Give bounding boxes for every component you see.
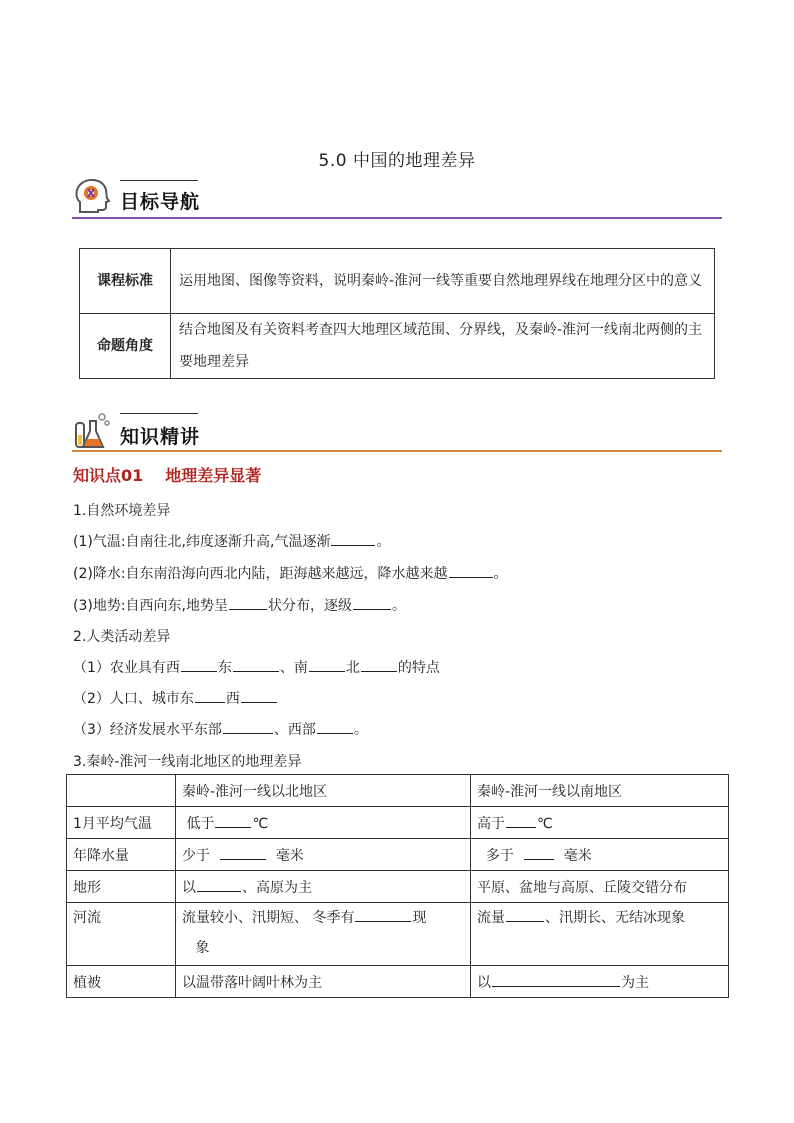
lab-flask-icon — [72, 411, 112, 451]
text: 北 — [345, 660, 360, 676]
fill-blank[interactable] — [241, 688, 277, 703]
text: 。 — [353, 722, 368, 738]
text: 毫米 — [275, 847, 304, 864]
fill-blank[interactable] — [524, 845, 554, 860]
table-cell — [471, 966, 729, 998]
line-economy — [73, 719, 368, 739]
fill-blank[interactable] — [317, 719, 353, 734]
line-terrain — [73, 595, 406, 615]
text: （3）经济发展水平东部 — [73, 722, 222, 738]
text: 以 — [477, 974, 491, 991]
goal-row-text: 结合地图及有关资料考查四大地理区域范围、分界线，及秦岭-淮河一线南北两侧的主要地理差异 — [171, 314, 715, 379]
table-row — [67, 839, 729, 871]
text: 象 — [195, 940, 210, 956]
line-population — [73, 688, 278, 708]
text: 多于 — [485, 847, 514, 864]
table-row — [67, 903, 729, 966]
row-label: 地形 — [67, 871, 176, 903]
table-cell: 以温带落叶阔叶林为主 — [176, 966, 471, 998]
table-cell — [176, 807, 471, 839]
fill-blank[interactable] — [506, 813, 536, 828]
goal-row-head: 命题角度 — [80, 314, 171, 379]
line-precipitation — [73, 563, 508, 583]
heading-natural-env: 1.自然环境差异 — [73, 503, 171, 519]
section-knowledge-rule — [72, 450, 722, 452]
text: 流量较小、汛期短、 冬季有 — [182, 910, 355, 926]
fill-blank[interactable] — [220, 845, 266, 860]
goal-table — [79, 248, 715, 379]
text: 高于 — [477, 815, 505, 832]
fill-blank[interactable] — [197, 877, 241, 892]
row-label: 植被 — [67, 966, 176, 998]
goal-row-head: 课程标准 — [80, 249, 171, 314]
text: 低于 — [186, 815, 215, 832]
fill-blank[interactable] — [506, 907, 544, 922]
table-row — [80, 314, 715, 379]
table-row — [80, 249, 715, 314]
section-goal-header — [72, 172, 722, 220]
text: (3)地势:自西向东,地势呈 — [73, 598, 228, 614]
head-gear-icon — [72, 176, 112, 216]
goal-row-text: 运用地图、图像等资料，说明秦岭-淮河一线等重要自然地理界线在地理分区中的意义 — [171, 249, 715, 314]
text: (2)降水:自东南沿海向西北内陆，距海越来越远，降水越来越 — [73, 566, 448, 582]
section-knowledge-header — [72, 405, 722, 453]
table-row — [67, 871, 729, 903]
text: 以 — [182, 879, 196, 896]
page-title: 5.0 中国的地理差异 — [318, 151, 476, 171]
section-knowledge-topline — [120, 413, 198, 414]
text: 。 — [392, 598, 406, 614]
table-row — [67, 775, 729, 807]
fill-blank[interactable] — [223, 719, 273, 734]
text: 西 — [225, 691, 240, 707]
fill-blank[interactable] — [233, 657, 279, 672]
knowledge-point-title — [73, 463, 261, 486]
text: 、西部 — [273, 722, 316, 738]
section-knowledge-label: 知识精讲 — [120, 426, 201, 448]
fill-blank[interactable] — [309, 657, 345, 672]
heading-human-activity: 2.人类活动差异 — [73, 629, 171, 645]
text: 流量 — [477, 910, 505, 926]
knowledge-point-index: 知识点01 — [73, 466, 144, 485]
table-row — [67, 966, 729, 998]
text: ℃ — [252, 815, 269, 832]
fill-blank[interactable] — [181, 657, 217, 672]
heading-qinling-diff: 3.秦岭-淮河一线南北地区的地理差异 — [73, 754, 302, 770]
table-cell — [471, 807, 729, 839]
section-goal-label: 目标导航 — [120, 191, 201, 213]
table-cell — [67, 775, 176, 807]
text: 毫米 — [563, 847, 592, 864]
fill-blank[interactable] — [353, 595, 391, 610]
table-header-south: 秦岭-淮河一线以南地区 — [471, 775, 729, 807]
table-cell — [471, 839, 729, 871]
fill-blank[interactable] — [331, 531, 375, 546]
text: 现 — [412, 910, 427, 926]
text: （2）人口、城市东 — [73, 691, 194, 707]
text: （1）农业具有西 — [73, 660, 180, 676]
text: 。 — [376, 534, 391, 550]
text: 少于 — [182, 847, 210, 864]
text: 为主 — [621, 974, 649, 991]
text: 、高原为主 — [242, 879, 312, 896]
row-label: 1月平均气温 — [67, 807, 176, 839]
text: 、汛期长、无结冰现象 — [545, 910, 685, 926]
line-agriculture — [73, 657, 440, 677]
table-header-north: 秦岭-淮河一线以北地区 — [176, 775, 471, 807]
fill-blank[interactable] — [361, 657, 397, 672]
text: 。 — [493, 566, 508, 582]
text: 的特点 — [397, 660, 440, 676]
row-label: 年降水量 — [67, 839, 176, 871]
text: ℃ — [537, 815, 553, 832]
fill-blank[interactable] — [492, 972, 620, 987]
section-goal-rule — [72, 217, 722, 219]
table-cell: 平原、盆地与高原、丘陵交错分布 — [471, 871, 729, 903]
table-cell — [176, 903, 471, 966]
table-cell — [176, 839, 471, 871]
table-cell — [471, 903, 729, 966]
line-temperature — [73, 531, 390, 551]
text: 、南 — [279, 660, 308, 676]
diff-table — [66, 774, 729, 998]
fill-blank[interactable] — [229, 595, 267, 610]
table-cell — [176, 871, 471, 903]
fill-blank[interactable] — [449, 563, 493, 578]
knowledge-point-name: 地理差异显著 — [165, 466, 262, 485]
text: (1)气温:自南往北,纬度逐渐升高,气温逐渐 — [73, 534, 331, 550]
fill-blank[interactable] — [355, 907, 411, 922]
table-row — [67, 807, 729, 839]
text: 东 — [217, 660, 232, 676]
fill-blank[interactable] — [195, 688, 225, 703]
section-goal-topline — [120, 180, 198, 181]
row-label: 河流 — [67, 903, 176, 966]
fill-blank[interactable] — [215, 813, 251, 828]
text: 状分布，逐级 — [268, 598, 352, 614]
